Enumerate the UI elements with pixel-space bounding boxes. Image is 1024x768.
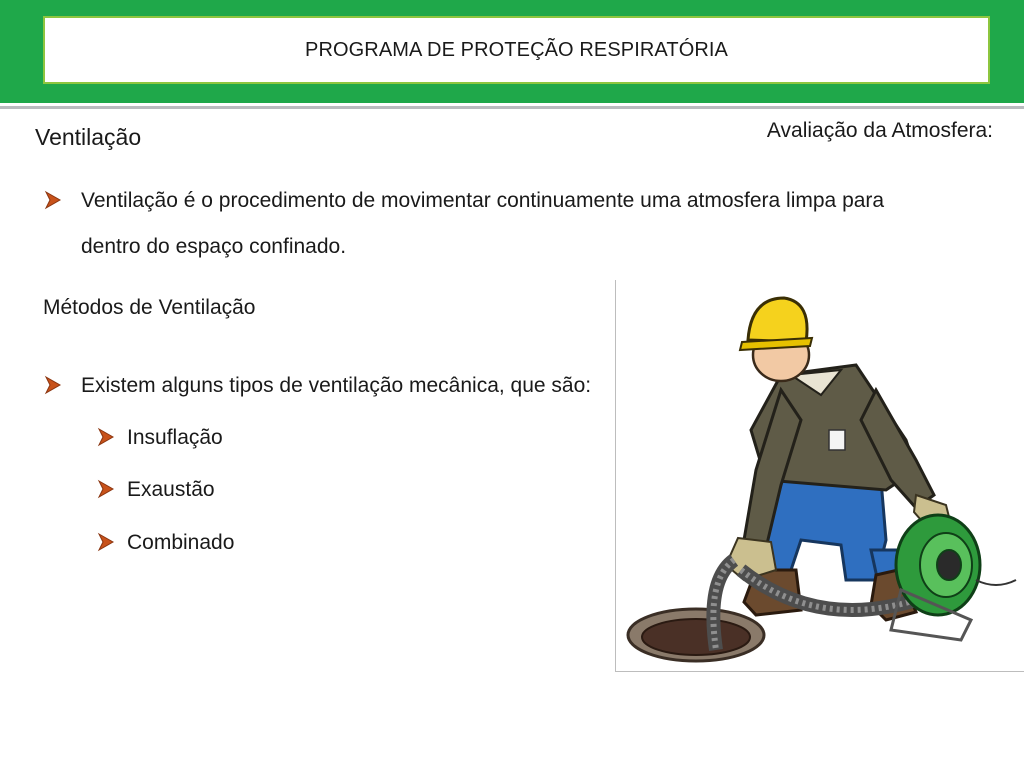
arrow-bullet-icon [96,479,116,499]
section-title: Ventilação [35,124,142,150]
methods-lead-bullet [43,363,663,409]
arrow-bullet-icon [43,375,63,395]
worker-illustration-icon [616,280,1024,671]
atmosphere-caption: Avaliação da Atmosfera: [766,119,993,142]
worker-ventilation-illustration [615,280,1024,672]
method-item-label: Combinado [127,531,235,554]
page-title [43,16,990,84]
method-item-label: Exaustão [127,478,215,501]
arrow-bullet-icon [96,427,116,447]
arrow-bullet-icon [96,532,116,552]
method-item-insuflacao [96,415,223,461]
intro-bullet-text: Ventilação é o procedimento de movimentar continuamente uma atmosfera limpa para dentro do espaço confinado. [81,189,885,258]
method-item-combinado [96,520,234,566]
page-title-text: PROGRAMA DE PROTEÇÃO RESPIRATÓRIA [305,38,728,61]
method-item-exaustao [96,467,215,513]
method-item-label: Insuflação [127,426,223,449]
header-divider [0,106,1024,109]
arrow-bullet-icon [43,190,63,210]
methods-lead-text: Existem alguns tipos de ventilação mecânica, que são: [81,374,592,397]
intro-bullet [43,178,893,270]
methods-heading: Métodos de Ventilação [43,296,256,319]
